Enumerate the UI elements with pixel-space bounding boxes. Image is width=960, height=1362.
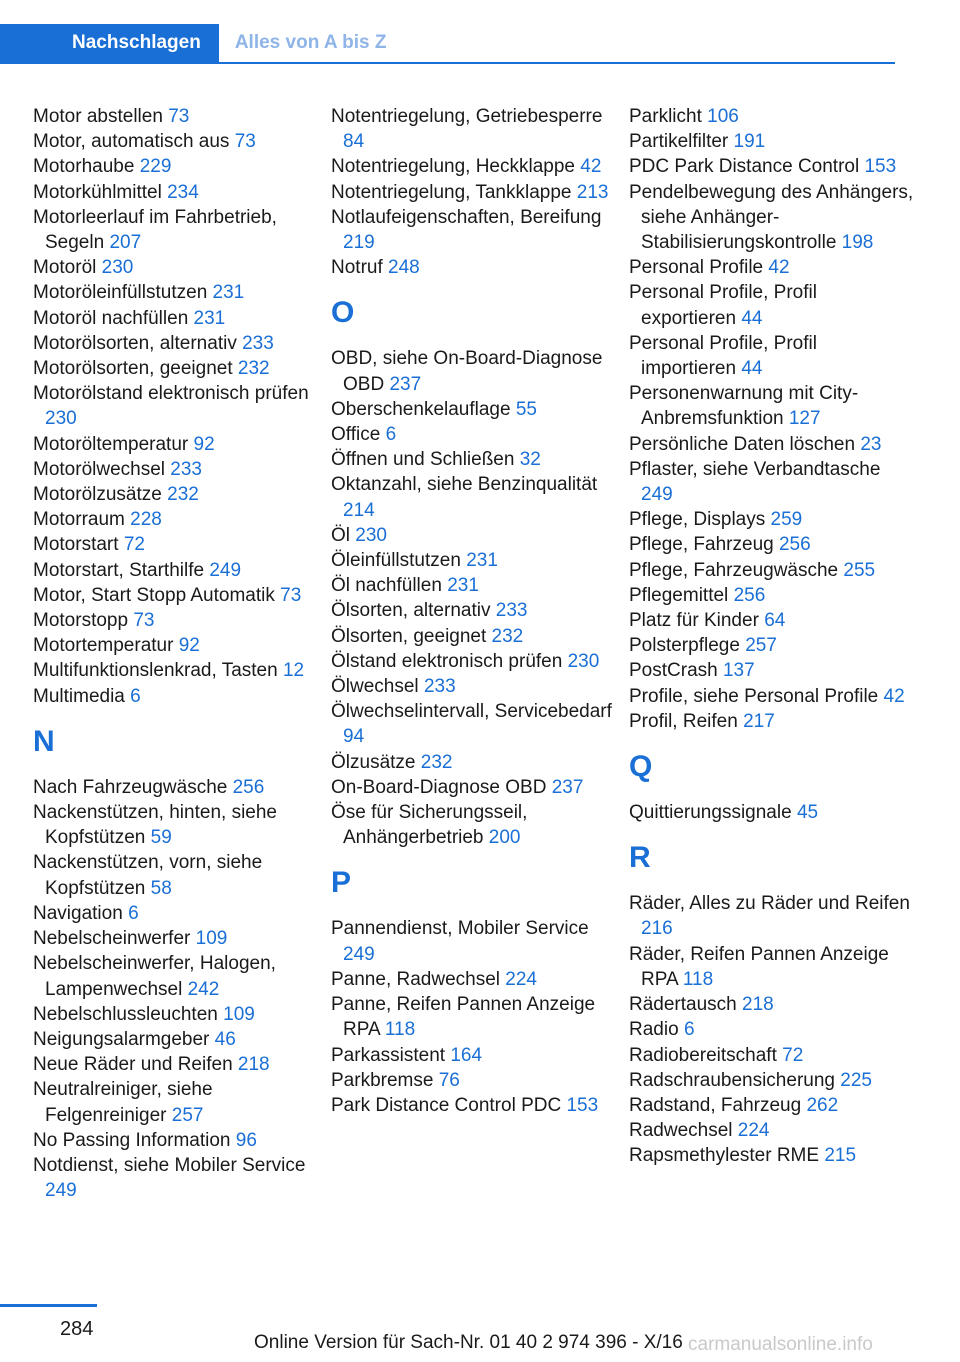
index-page-link[interactable]: 73 — [234, 131, 256, 153]
index-page-link[interactable]: 219 — [343, 232, 375, 254]
index-entry-text: Pflegemittel — [629, 584, 729, 606]
index-entry — [33, 507, 318, 532]
index-entry — [629, 891, 914, 941]
index-entry — [33, 180, 318, 205]
index-page-link[interactable]: 218 — [742, 994, 774, 1016]
index-entry-text: Navigation — [33, 902, 123, 924]
index-entry-text: Öse für Sicherungsseil, Anhängerbetrieb — [331, 802, 528, 849]
index-page-link[interactable]: 153 — [566, 1094, 599, 1116]
index-entry-text: Motorölzusätze — [33, 484, 162, 506]
index-page-link[interactable]: 6 — [683, 1019, 695, 1041]
index-entry — [33, 850, 318, 900]
index-entry-text: Ölwechsel — [331, 676, 419, 698]
index-entry — [331, 346, 616, 396]
index-entry-text: Parkassistent — [331, 1044, 446, 1066]
section-letter: N — [33, 724, 55, 758]
index-entry — [629, 432, 914, 457]
index-page-link[interactable]: 259 — [770, 509, 803, 531]
index-entry-text: Notlaufeigenschaften, Bereifung — [331, 206, 602, 228]
index-entry-text: Nackenstützen, vorn, siehe Kopfstützen — [33, 852, 263, 899]
index-entry — [33, 1128, 318, 1153]
index-page-link[interactable]: 230 — [355, 524, 387, 546]
index-page-link[interactable]: 232 — [420, 751, 453, 773]
index-entry-text: Motoröl nachfüllen — [33, 307, 189, 329]
index-page-link[interactable]: 231 — [193, 307, 226, 329]
index-entry — [33, 104, 318, 129]
index-entry-text: Personal Profile, Profil importieren — [629, 332, 817, 380]
index-page-link[interactable]: 248 — [388, 257, 420, 279]
index-entry-text: Polsterpflege — [629, 635, 740, 657]
index-entry-text: Panne, Reifen Pannen Anzeige RPA — [331, 994, 596, 1041]
index-entry-text: Ölsorten, alternativ — [331, 600, 491, 622]
index-entry-text: Nach Fahrzeugwäsche — [33, 776, 228, 798]
index-page-link[interactable]: 137 — [722, 660, 755, 682]
index-entry-text: Motorleerlauf im Fahrbetrieb, Segeln — [33, 206, 277, 254]
index-entry — [331, 205, 616, 255]
index-entry-text: Personal Profile — [629, 257, 764, 279]
index-entry-text: Öleinfüllstutzen — [331, 550, 461, 572]
section-letter: R — [629, 841, 651, 875]
index-page-link[interactable]: 262 — [806, 1094, 839, 1116]
index-page-link[interactable]: 228 — [130, 509, 162, 531]
index-page-link[interactable]: 84 — [343, 131, 365, 153]
index-page-link[interactable]: 231 — [466, 550, 498, 572]
index-entry — [331, 397, 616, 422]
index-entry — [331, 180, 616, 205]
index-page-link[interactable]: 230 — [45, 408, 77, 430]
index-entry-text: Notentriegelung, Heckklappe — [331, 156, 575, 178]
index-column-2 — [331, 104, 616, 1118]
index-page-link[interactable]: 256 — [733, 584, 766, 606]
index-entry — [331, 548, 616, 573]
index-page-link[interactable]: 249 — [343, 943, 375, 965]
index-entry — [629, 1017, 914, 1042]
index-entry-text: Motorölsorten, geeignet — [33, 358, 233, 380]
index-entry-text: Oberschenkelauflage — [331, 398, 511, 420]
index-page-link[interactable]: 76 — [438, 1069, 460, 1091]
index-entry-text: Öl nachfüllen — [331, 575, 442, 597]
index-entry-text: Motorstart — [33, 534, 119, 556]
index-entry — [33, 1052, 318, 1077]
index-entry — [629, 180, 914, 256]
index-entry-text: Pflege, Displays — [629, 509, 766, 531]
index-entry-text: Öffnen und Schließen — [331, 449, 515, 471]
index-page-link[interactable]: 237 — [551, 776, 584, 798]
index-entry-text: Ölsorten, geeignet — [331, 625, 487, 647]
index-entry-text: Nackenstützen, hinten, siehe Kopfstützen — [33, 802, 277, 849]
index-page-link[interactable]: 200 — [488, 827, 521, 849]
index-entry — [629, 583, 914, 608]
index-entry — [33, 482, 318, 507]
index-entry — [629, 1043, 914, 1068]
index-entry — [331, 624, 616, 649]
watermark: carmanualsonline.info — [688, 1334, 873, 1355]
index-page-link[interactable]: 6 — [130, 685, 141, 707]
index-entry-text: Notruf — [331, 257, 383, 279]
index-entry — [629, 1093, 914, 1118]
index-page-link[interactable]: 230 — [567, 650, 600, 672]
index-column-1 — [33, 104, 318, 1203]
index-entry-text: Rädertausch — [629, 994, 737, 1016]
index-entry-text: Motorölsorten, alternativ — [33, 332, 237, 354]
index-page-link[interactable]: 73 — [168, 106, 190, 127]
index-entry-text: PostCrash — [629, 660, 718, 682]
index-page-link[interactable]: 109 — [195, 928, 228, 950]
index-page-link[interactable]: 32 — [519, 449, 541, 471]
index-entry — [629, 684, 914, 709]
index-page-link[interactable]: 207 — [109, 232, 142, 254]
index-page-link[interactable]: 242 — [187, 978, 220, 1000]
section-letter: P — [331, 866, 352, 900]
index-entry — [331, 255, 616, 280]
index-entry — [629, 331, 914, 381]
index-entry — [33, 205, 318, 255]
index-entry — [33, 684, 318, 709]
index-entry — [331, 573, 616, 598]
index-page-link[interactable]: 59 — [150, 827, 172, 849]
index-entry — [331, 422, 616, 447]
index-page-link[interactable]: 256 — [232, 776, 265, 798]
index-page-link[interactable]: 233 — [495, 600, 528, 622]
index-entry-text: Motorstopp — [33, 610, 129, 632]
index-entry — [33, 457, 318, 482]
index-page-link[interactable]: 42 — [883, 685, 905, 707]
index-entry-text: Radstand, Fahrzeug — [629, 1094, 802, 1116]
index-page-link[interactable]: 42 — [580, 156, 602, 178]
index-entry — [33, 129, 318, 154]
index-page-link[interactable]: 73 — [280, 584, 302, 606]
index-entry — [629, 154, 914, 179]
index-entry-text: Parkbremse — [331, 1069, 434, 1091]
index-page-link[interactable]: 230 — [101, 257, 134, 279]
index-entry-text: Notdienst, siehe Mobiler Service — [33, 1154, 306, 1176]
index-entry — [33, 306, 318, 331]
index-entry — [331, 992, 616, 1042]
index-entry — [331, 104, 616, 154]
index-page-link[interactable]: 106 — [707, 106, 739, 127]
index-entry-text: Ölstand elektronisch prüfen — [331, 650, 563, 672]
index-entry — [331, 598, 616, 623]
index-entry-text: Quittierungssignale — [629, 802, 792, 824]
index-entry — [331, 1043, 616, 1068]
index-entry-text: Neue Räder und Reifen — [33, 1054, 233, 1076]
index-entry-text: Pflaster, siehe Verbandtasche — [629, 458, 881, 480]
index-page-link[interactable]: 44 — [741, 358, 763, 380]
index-entry-text: Motorstart, Starthilfe — [33, 559, 205, 581]
index-entry-text: Motor, automatisch aus — [33, 131, 230, 153]
index-entry-text: Oktanzahl, siehe Benzinqualität — [331, 474, 598, 496]
index-entry-text: Radio — [629, 1019, 679, 1041]
index-page-link[interactable]: 225 — [840, 1069, 872, 1091]
index-entry-text: Nebelscheinwerfer, Halogen, Lampenwechsel — [33, 953, 276, 1000]
index-entry — [33, 951, 318, 1001]
index-page-link[interactable]: 233 — [170, 458, 202, 480]
index-entry-text: Pannendienst, Mobiler Service — [331, 918, 589, 940]
index-entry — [331, 447, 616, 472]
index-entry — [33, 154, 318, 179]
index-entry — [33, 1153, 318, 1203]
index-entry — [331, 523, 616, 548]
index-page-link[interactable]: 256 — [778, 534, 811, 556]
index-page-link[interactable]: 92 — [178, 635, 200, 657]
index-page-link[interactable]: 164 — [450, 1044, 483, 1066]
index-page-link[interactable]: 213 — [576, 181, 609, 203]
index-entry — [33, 633, 318, 658]
index-entry — [33, 901, 318, 926]
index-page-link[interactable]: 118 — [384, 1019, 416, 1041]
index-entry — [629, 280, 914, 330]
index-page-link[interactable]: 73 — [133, 610, 155, 632]
index-entry — [33, 926, 318, 951]
index-entry-text: On-Board-Diagnose OBD — [331, 776, 547, 798]
index-entry — [629, 800, 914, 825]
index-entry-text: Persönliche Daten löschen — [629, 433, 856, 455]
index-entry — [331, 800, 616, 850]
index-entry-text: Personal Profile, Profil exportieren — [629, 282, 817, 329]
index-entry — [629, 658, 914, 683]
index-page-link[interactable]: 249 — [641, 484, 673, 506]
index-entry — [629, 507, 914, 532]
index-page-link[interactable]: 237 — [389, 373, 422, 395]
index-page-link[interactable]: 198 — [841, 232, 874, 254]
index-entry — [331, 649, 616, 674]
index-page-link[interactable]: 92 — [193, 433, 215, 455]
index-page-link[interactable]: 257 — [171, 1104, 204, 1126]
index-page-link[interactable]: 232 — [237, 358, 270, 380]
index-entry — [629, 942, 914, 992]
index-entry — [331, 916, 616, 966]
index-page-link[interactable]: 229 — [139, 156, 172, 178]
index-entry — [33, 532, 318, 557]
index-entry — [331, 1068, 616, 1093]
index-entry-text: Profil, Reifen — [629, 710, 738, 732]
tab-nachschlagen[interactable]: Nachschlagen — [0, 24, 219, 62]
index-page-link[interactable]: 224 — [737, 1120, 770, 1142]
index-entry-text: Multimedia — [33, 685, 125, 707]
index-entry — [629, 558, 914, 583]
index-page-link[interactable]: 118 — [682, 968, 714, 990]
index-entry — [331, 699, 616, 749]
index-entry — [33, 331, 318, 356]
index-entry-text: Notentriegelung, Getriebesperre — [331, 106, 603, 127]
index-entry — [629, 457, 914, 507]
index-entry — [629, 608, 914, 633]
index-entry-text: Park Distance Control PDC — [331, 1094, 562, 1116]
index-entry — [331, 472, 616, 522]
index-page-link[interactable]: 255 — [843, 559, 876, 581]
index-entry-text: Pendelbewegung des Anhängers, siehe Anhänger-Stabilisierungskontrolle — [629, 181, 914, 254]
index-page-link[interactable]: 232 — [491, 625, 524, 647]
index-entry-text: Multifunktionslenkrad, Tasten — [33, 660, 278, 682]
index-entry-text: Motorölstand elektronisch prüfen — [33, 383, 309, 405]
index-page-link[interactable]: 216 — [641, 918, 673, 940]
index-entry — [33, 583, 318, 608]
index-page-link[interactable]: 249 — [209, 559, 242, 581]
index-entry-text: PDC Park Distance Control — [629, 156, 860, 178]
index-entry-text: Partikelfilter — [629, 131, 729, 153]
index-page-link[interactable]: 46 — [214, 1028, 236, 1050]
index-entry — [331, 967, 616, 992]
index-entry — [331, 750, 616, 775]
index-page-link[interactable]: 44 — [741, 307, 763, 329]
index-entry — [33, 800, 318, 850]
index-entry — [33, 255, 318, 280]
footer-accent-bar — [0, 1304, 97, 1307]
index-entry — [33, 775, 318, 800]
index-entry-text: Platz für Kinder — [629, 610, 759, 632]
index-page-link[interactable]: 96 — [235, 1129, 257, 1151]
index-entry — [331, 1093, 616, 1118]
index-page-link[interactable]: 55 — [515, 398, 537, 420]
index-page-link[interactable]: 231 — [447, 575, 479, 597]
index-entry-text: Pflege, Fahrzeug — [629, 534, 774, 556]
index-entry — [331, 775, 616, 800]
index-entry-text: Motorölwechsel — [33, 458, 165, 480]
section-letter: Q — [629, 750, 653, 784]
index-entry-text: Motor, Start Stopp Automatik — [33, 584, 275, 606]
page-number: 284 — [60, 1318, 94, 1340]
index-page-link[interactable]: 217 — [743, 710, 775, 732]
index-entry — [33, 381, 318, 431]
index-entry — [33, 432, 318, 457]
tab-alles-von-a-bis-z[interactable]: Alles von A bis Z — [234, 32, 387, 53]
index-entry — [33, 356, 318, 381]
index-entry-text: Neigungsalarmgeber — [33, 1028, 210, 1050]
index-page-link[interactable]: 233 — [242, 332, 274, 354]
index-entry — [629, 255, 914, 280]
index-page-link[interactable]: 249 — [45, 1180, 77, 1202]
index-entry-text: Parklicht — [629, 106, 702, 127]
index-entry-text: Nebelschlussleuchten — [33, 1003, 218, 1025]
index-entry-text: Office — [331, 424, 381, 446]
index-entry — [33, 608, 318, 633]
index-entry — [33, 558, 318, 583]
index-entry — [629, 633, 914, 658]
index-entry — [629, 992, 914, 1017]
index-entry-text: Radiobereitschaft — [629, 1044, 777, 1066]
index-page-link[interactable]: 215 — [824, 1145, 857, 1167]
index-page-link[interactable]: 42 — [768, 257, 790, 279]
index-page-link[interactable]: 191 — [733, 131, 766, 153]
index-entry-text: Ölzusätze — [331, 751, 416, 773]
index-page-link[interactable]: 72 — [123, 534, 145, 556]
index-entry-text: OBD, siehe On-Board-Diagnose OBD — [331, 348, 603, 395]
index-page-link[interactable]: 72 — [782, 1044, 804, 1066]
index-page-link[interactable]: 218 — [237, 1054, 270, 1076]
index-page-link[interactable]: 224 — [505, 968, 537, 990]
index-page-link[interactable]: 94 — [343, 726, 365, 748]
index-entry — [629, 709, 914, 734]
index-entry-text: Motorraum — [33, 509, 125, 531]
index-entry-text: Öl — [331, 524, 350, 546]
index-entry — [629, 1118, 914, 1143]
index-page-link[interactable]: 23 — [860, 433, 882, 455]
index-page-link[interactable]: 214 — [343, 499, 375, 521]
index-page-link[interactable]: 58 — [150, 877, 172, 899]
index-entry-text: Rapsmethylester RME — [629, 1145, 820, 1167]
index-entry — [331, 674, 616, 699]
index-entry-text: No Passing Information — [33, 1129, 231, 1151]
index-entry — [331, 154, 616, 179]
index-column-3 — [629, 104, 914, 1169]
index-entry — [33, 1027, 318, 1052]
index-entry-text: Personenwarnung mit City-Anbremsfunktion — [629, 383, 859, 430]
index-entry — [33, 1077, 318, 1127]
index-page-link[interactable]: 153 — [864, 156, 897, 178]
index-page-link[interactable]: 127 — [788, 408, 821, 430]
index-entry — [629, 381, 914, 431]
online-version-note: Online Version für Sach-Nr. 01 40 2 974 396 - X/16 — [254, 1332, 683, 1353]
index-entry-text: Panne, Radwechsel — [331, 968, 500, 990]
index-page-link[interactable]: 233 — [423, 676, 456, 698]
section-letter: O — [331, 296, 355, 330]
index-entry-text: Profile, siehe Personal Profile — [629, 685, 879, 707]
index-entry-text: Motoröl — [33, 257, 97, 279]
index-entry — [33, 658, 318, 683]
index-entry-text: Notentriegelung, Tankklappe — [331, 181, 572, 203]
index-entry-text: Nebelscheinwerfer — [33, 928, 191, 950]
index-entry-text: Räder, Reifen Pannen Anzeige RPA — [629, 943, 889, 990]
index-entry-text: Radwechsel — [629, 1120, 733, 1142]
index-page-link[interactable]: 12 — [282, 660, 305, 682]
index-entry-text: Neutralreiniger, siehe Felgenreiniger — [33, 1079, 213, 1126]
index-entry — [629, 1068, 914, 1093]
index-entry — [629, 104, 914, 129]
index-page-link[interactable]: 45 — [796, 802, 819, 824]
index-entry — [629, 532, 914, 557]
index-entry-text: Motortemperatur — [33, 635, 174, 657]
index-entry — [33, 1002, 318, 1027]
index-page-link[interactable]: 232 — [167, 484, 199, 506]
index-entry — [629, 129, 914, 154]
index-entry-text: Motorhaube — [33, 156, 135, 178]
index-page-link[interactable]: 6 — [385, 424, 397, 446]
index-entry — [629, 1143, 914, 1168]
index-entry-text: Räder, Alles zu Räder und Reifen — [629, 893, 910, 915]
index-entry-text: Motoröleinfüllstutzen — [33, 282, 208, 304]
index-page-link[interactable]: 109 — [223, 1003, 255, 1025]
header-tabs — [0, 24, 895, 64]
index-page-link[interactable]: 6 — [128, 902, 139, 924]
index-entry-text: Pflege, Fahrzeugwäsche — [629, 559, 839, 581]
index-entry-text: Radschraubensicherung — [629, 1069, 835, 1091]
index-entry-text: Motorkühlmittel — [33, 181, 162, 203]
index-entry-text: Motoröltemperatur — [33, 433, 189, 455]
index-page-link[interactable]: 231 — [212, 282, 245, 304]
index-page-link[interactable]: 257 — [745, 635, 777, 657]
index-entry — [33, 280, 318, 305]
index-entry-text: Motor abstellen — [33, 106, 163, 127]
index-page-link[interactable]: 64 — [764, 610, 786, 632]
index-entry-text: Ölwechselintervall, Servicebedarf — [331, 701, 612, 723]
index-page-link[interactable]: 234 — [167, 181, 199, 203]
